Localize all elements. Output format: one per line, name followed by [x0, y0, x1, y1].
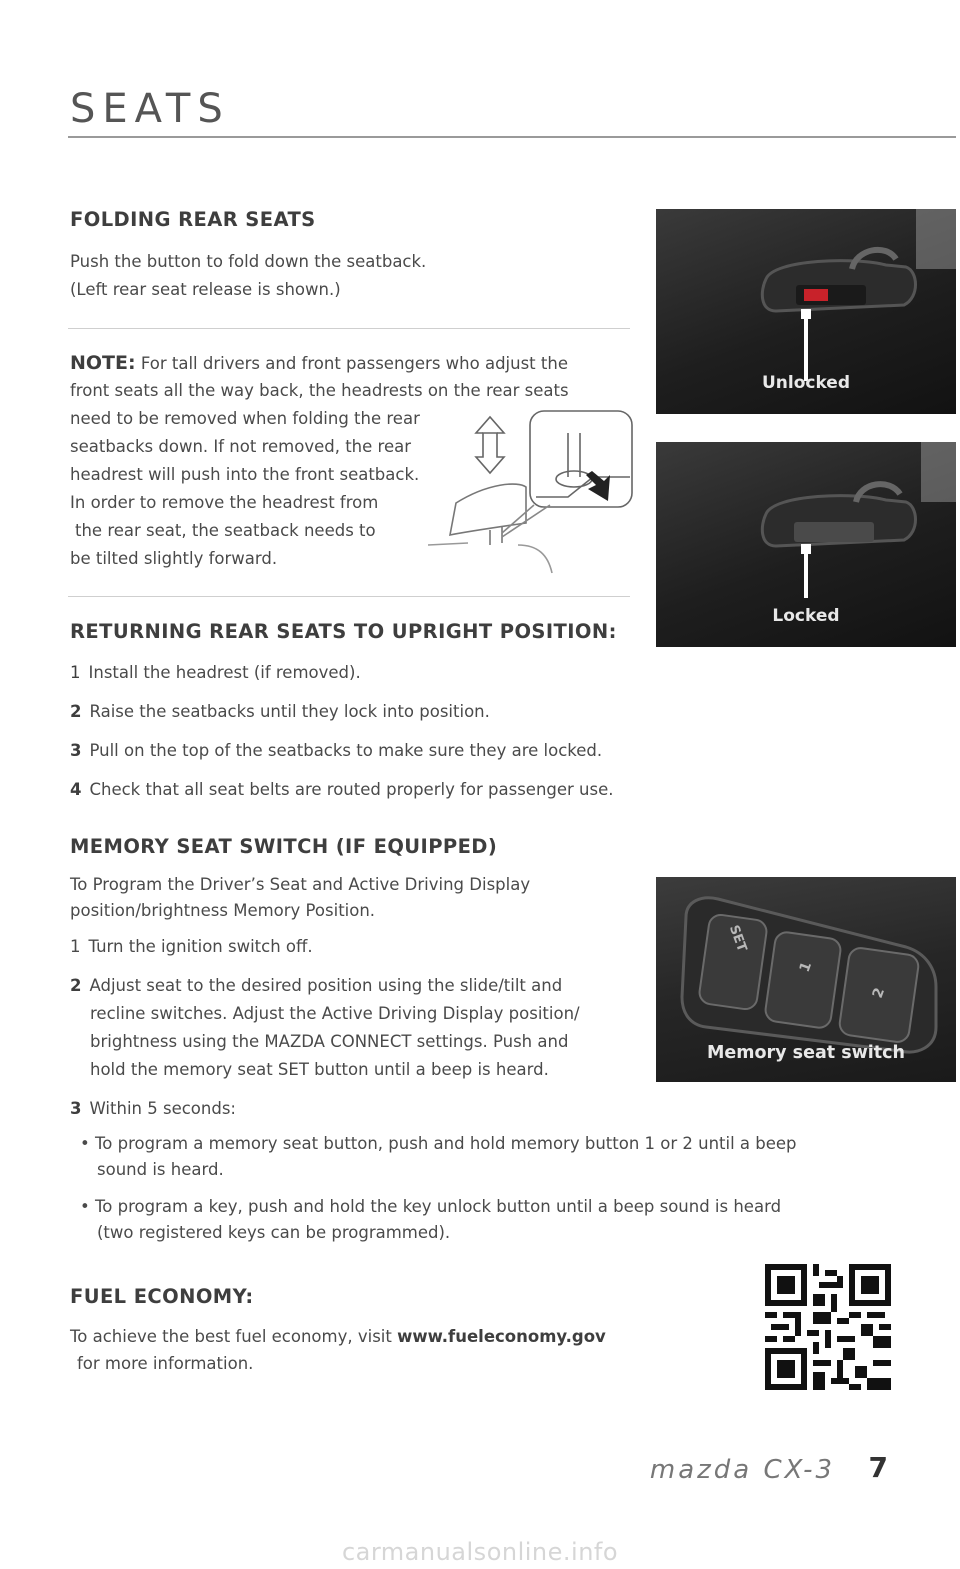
page-number: 7 [868, 1451, 888, 1484]
note-line-1 [70, 349, 640, 378]
memory-bullet-1: • To program a memory seat button, push and hold memory button 1 or 2 until a beep [80, 1134, 797, 1153]
fuel-heading: FUEL ECONOMY: [70, 1285, 254, 1308]
folding-heading: FOLDING REAR SEATS [70, 208, 316, 231]
push-arrow-icon [586, 471, 610, 501]
note-line-4: seatbacks down. If not removed, the rear [70, 437, 411, 456]
fuel-line-2: for more information. [77, 1354, 254, 1373]
memory-bullet-2-line-2: (two registered keys can be programmed). [97, 1223, 451, 1242]
memory-intro-1: To Program the Driver’s Seat and Active Driving Display [70, 875, 531, 894]
memory-1-button-shape [764, 931, 842, 1029]
unlocked-photo [656, 209, 956, 414]
note-text: For tall drivers and front passengers who adjust the [140, 354, 568, 373]
memory-1-label: 1 [796, 959, 816, 975]
page-title: SEATS [70, 86, 230, 132]
note-line-8: be tilted slightly forward. [70, 549, 278, 568]
locked-photo [656, 442, 956, 647]
note-line-6: In order to remove the headrest from [70, 493, 379, 512]
watermark: carmanualsonline.info [341, 1538, 619, 1566]
memory-2-label: 2 [869, 985, 889, 1001]
memory-switch-photo [656, 877, 956, 1082]
note-line-2: front seats all the way back, the headrests on the rear seats [70, 381, 569, 400]
fuel-line-1: To achieve the best fuel economy, visit www.fueleconomy.gov [70, 1327, 606, 1346]
section-divider [68, 328, 630, 329]
unlocked-label: Unlocked [761, 373, 851, 393]
memory-bullet-2: • To program a key, push and hold the key unlock button until a beep sound is heard [80, 1197, 782, 1216]
note-line-5: headrest will push into the front seatback. [70, 465, 420, 484]
memory-step-2-line-3: brightness using the MAZDA CONNECT settings. Push and [90, 1032, 569, 1051]
locked-label: Locked [772, 606, 840, 626]
memory-step-3: 3 Within 5 seconds: [70, 1099, 236, 1118]
memory-step-2-line-4: hold the memory seat SET button until a beep is heard. [90, 1060, 549, 1079]
memory-switch-label: Memory seat switch [706, 1043, 905, 1063]
returning-step-2: 2 Raise the seatbacks until they lock into position. [70, 702, 490, 721]
set-button-label: SET [725, 923, 750, 954]
note-line-7: the rear seat, the seatback needs to [75, 521, 376, 540]
memory-bullet-1-line-2: sound is heard. [97, 1160, 224, 1179]
qr-code-icon[interactable] [764, 1264, 892, 1390]
headrest-removal-illustration [428, 405, 638, 580]
memory-step-2: 2 Adjust seat to the desired position using the slide/tilt and [70, 976, 563, 995]
folding-line-1: Push the button to fold down the seatback. [70, 252, 427, 271]
section-divider [68, 596, 630, 597]
fueleconomy-link[interactable]: www.fueleconomy.gov [397, 1327, 606, 1346]
note-line-3: need to be removed when folding the rear [70, 409, 420, 428]
brand-logo: mazda CX-3 [649, 1455, 835, 1485]
returning-heading: RETURNING REAR SEATS TO UPRIGHT POSITION: [70, 620, 617, 643]
memory-step-2-line-2: recline switches. Adjust the Active Driving Display position/ [90, 1004, 580, 1023]
up-down-arrow-icon [476, 433, 504, 473]
note-label: NOTE: [70, 352, 136, 374]
memory-heading: MEMORY SEAT SWITCH (IF EQUIPPED) [70, 835, 498, 858]
memory-step-1: 1 Turn the ignition switch off. [70, 937, 313, 956]
folding-line-2: (Left rear seat release is shown.) [70, 280, 341, 299]
returning-step-1: 1 Install the headrest (if removed). [70, 663, 361, 682]
memory-intro-2: position/brightness Memory Position. [70, 901, 376, 920]
returning-step-4: 4 Check that all seat belts are routed properly for passenger use. [70, 780, 614, 799]
returning-step-3: 3 Pull on the top of the seatbacks to make sure they are locked. [70, 741, 603, 760]
title-divider [68, 136, 956, 138]
returning-steps [70, 653, 710, 809]
